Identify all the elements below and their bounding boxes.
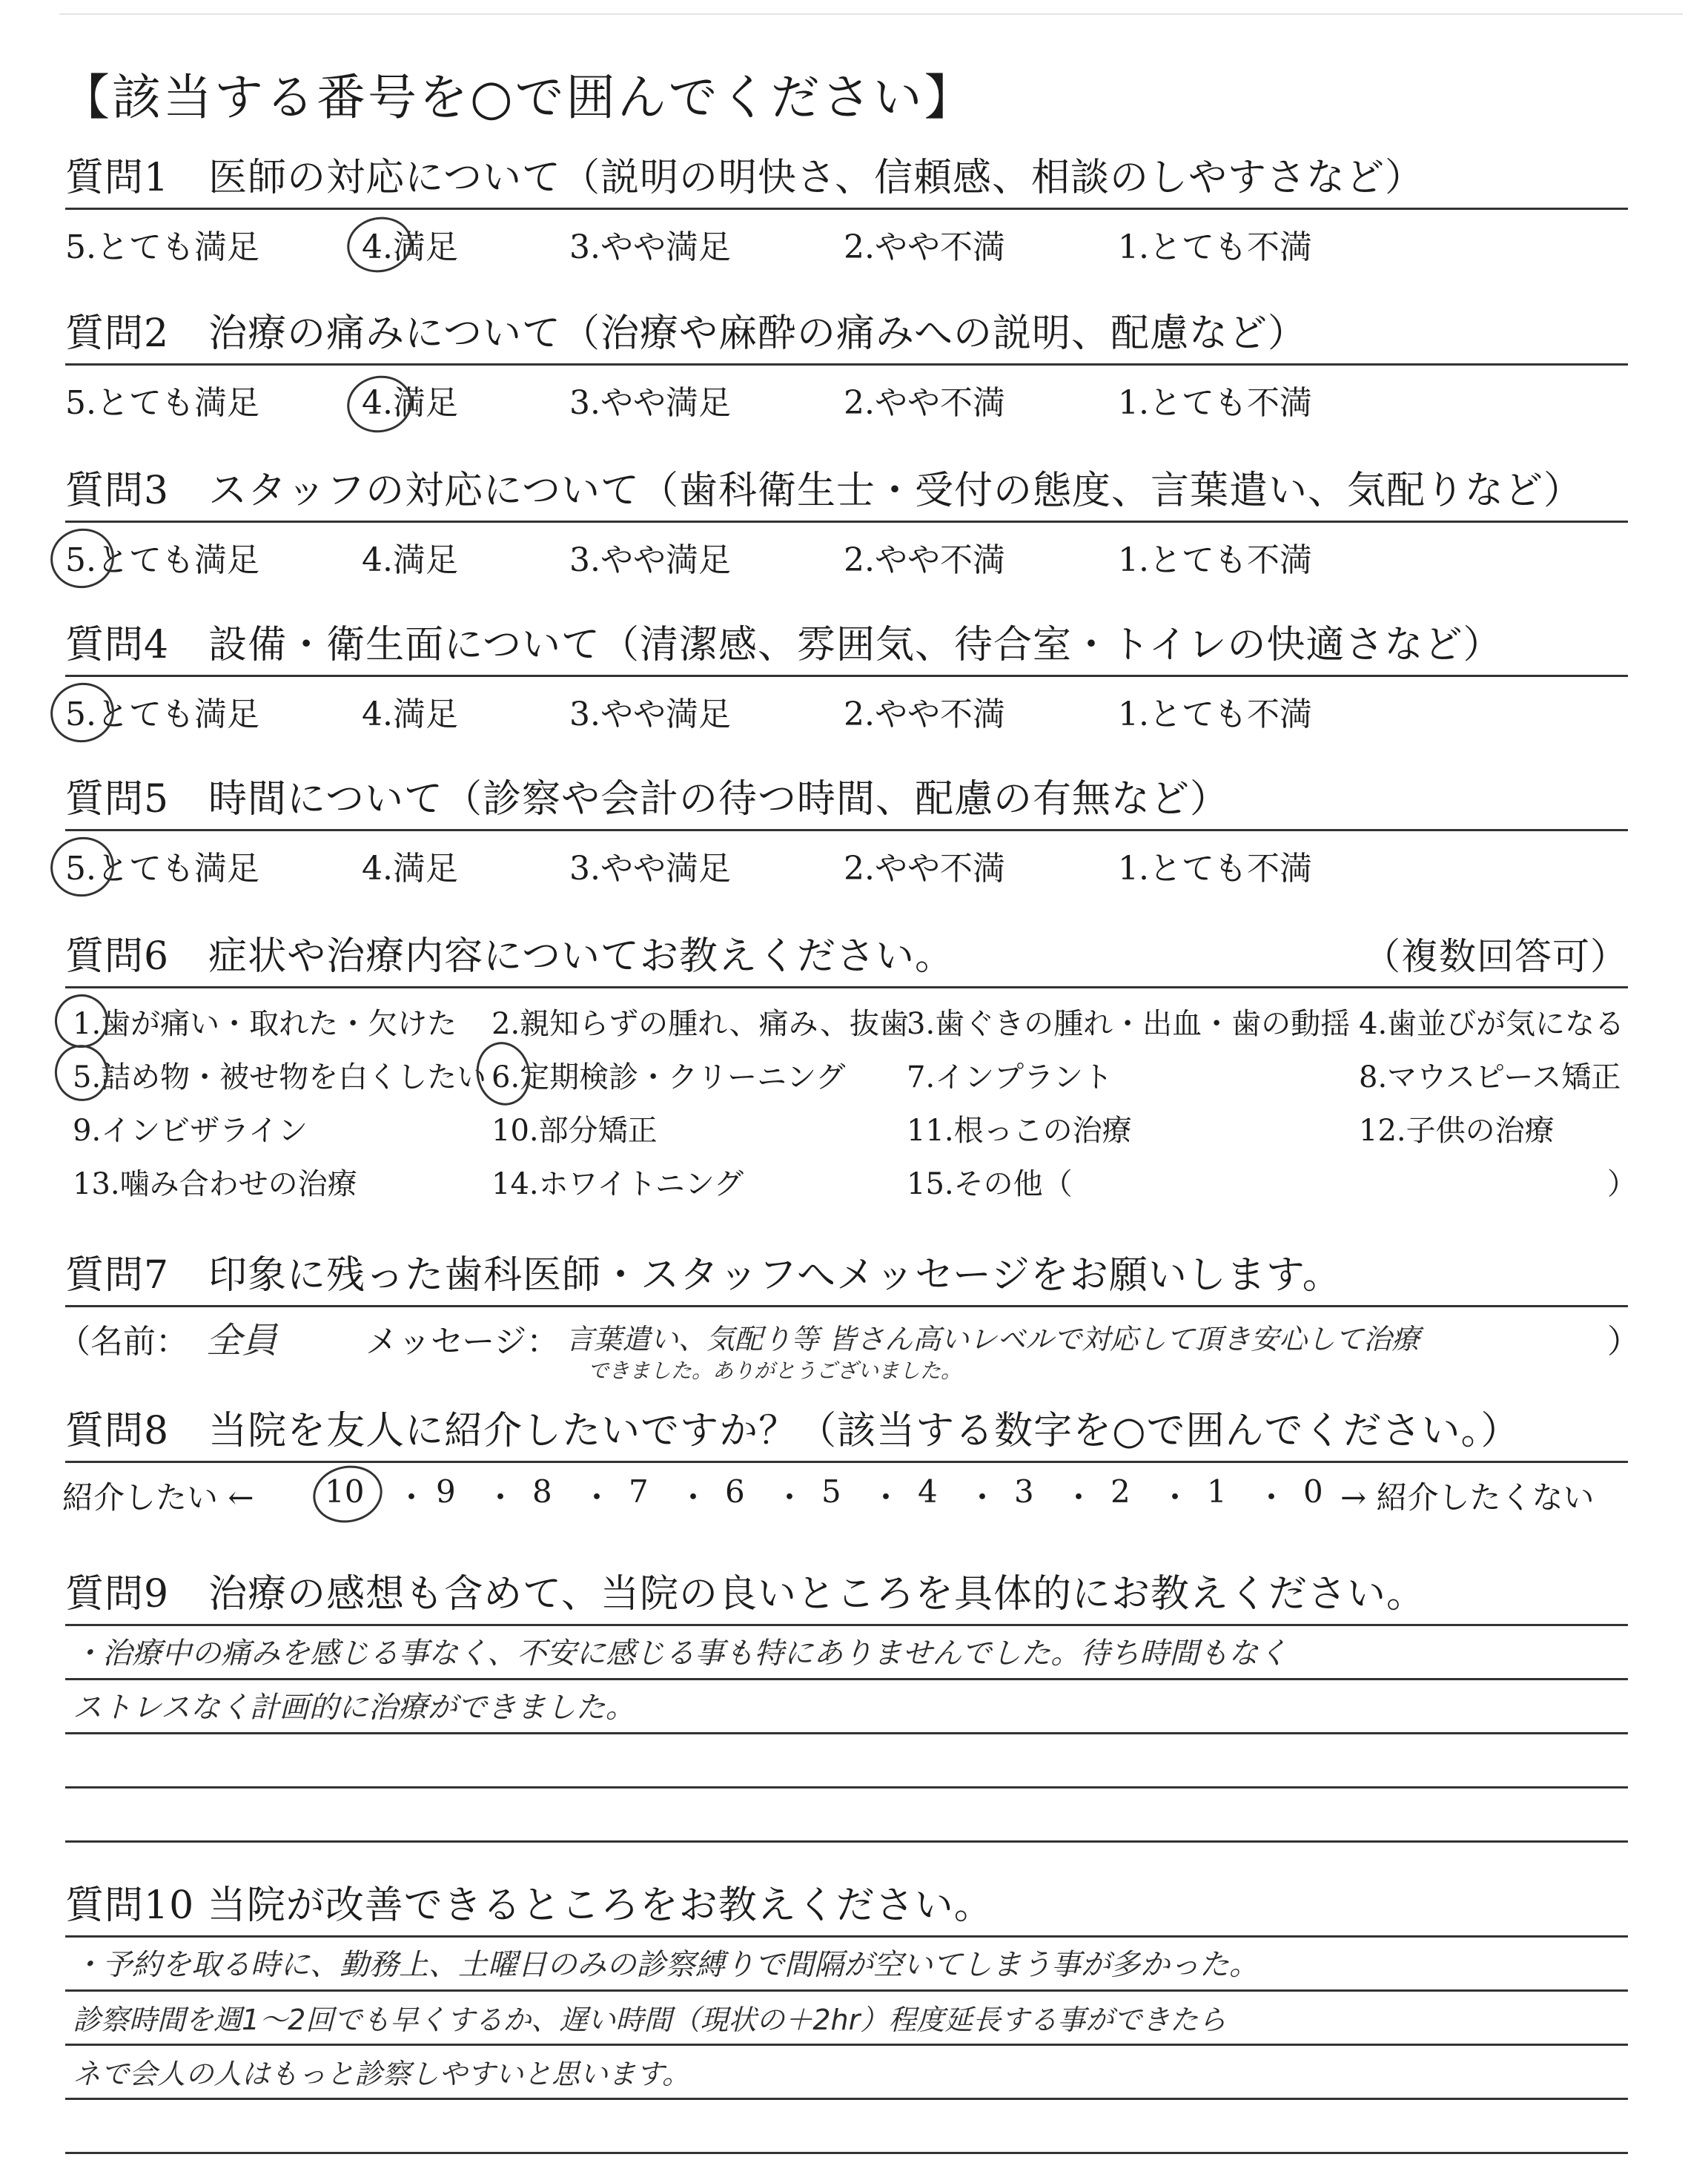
page-heading: 【該当する番号を○で囲んでください】 xyxy=(61,69,976,126)
q3-option-1[interactable]: 1.とても不満 xyxy=(1118,541,1312,579)
answer-line[interactable] xyxy=(65,2046,1628,2100)
scale-1[interactable]: 1 xyxy=(1207,1473,1227,1510)
scale-sep: ・ xyxy=(1063,1479,1095,1516)
question-10 xyxy=(65,1876,1628,2154)
question-7-title: 質問7 印象に残った歯科医師・スタッフへメッセージをお願いします。 xyxy=(65,1253,1342,1298)
symptom-4[interactable]: 4.歯並びが気になる xyxy=(1359,1007,1625,1041)
symptom-15[interactable]: 15.その他（ xyxy=(907,1167,1073,1201)
selection-circle xyxy=(308,1459,388,1529)
symptom-row-4 xyxy=(65,1155,1637,1208)
q2-option-4[interactable]: 4.満足 xyxy=(362,384,458,422)
q4-option-1[interactable]: 1.とても不満 xyxy=(1118,696,1312,733)
scale-8[interactable]: 8 xyxy=(532,1473,552,1510)
scale-sep: ・ xyxy=(396,1479,428,1516)
message-row xyxy=(58,1307,1640,1396)
answer-line[interactable] xyxy=(65,1992,1628,2046)
symptom-15-close: ） xyxy=(1607,1167,1637,1201)
divider xyxy=(65,986,1628,988)
answer-text: 診察時間を週1〜2回でも早くするか、遅い時間（現状の＋2hr）程度延長する事ができたら xyxy=(73,2004,1227,2036)
selection-circle xyxy=(50,989,113,1052)
q4-option-2[interactable]: 2.やや不満 xyxy=(844,696,1005,733)
q1-option-5[interactable]: 5.とても満足 xyxy=(65,228,259,266)
question-10-title: 質問10 当院が改善できるところをお教えください。 xyxy=(65,1883,993,1928)
question-2 xyxy=(65,304,1628,428)
selection-circle xyxy=(471,1037,536,1110)
question-5-title: 質問5 時間について（診察や会計の待つ時間、配慮の有無など） xyxy=(65,777,1230,822)
question-7 xyxy=(58,1246,1640,1396)
q4-option-5[interactable]: 5.とても満足 xyxy=(65,696,259,733)
q2-option-2[interactable]: 2.やや不満 xyxy=(844,384,1005,422)
q1-option-1[interactable]: 1.とても不満 xyxy=(1118,228,1312,266)
q4-option-4[interactable]: 4.満足 xyxy=(362,696,458,733)
symptom-8[interactable]: 8.マウスピース矯正 xyxy=(1359,1060,1621,1094)
question-4-options xyxy=(65,677,1628,739)
name-label: （名前： xyxy=(58,1323,188,1361)
recommend-left-label: 紹介したい ← xyxy=(62,1479,254,1516)
answer-line[interactable] xyxy=(65,2100,1628,2154)
scale-10[interactable]: 10 xyxy=(325,1473,365,1510)
q1-option-3[interactable]: 3.やや満足 xyxy=(569,228,731,266)
symptom-1[interactable]: 1.歯が痛い・取れた・欠けた xyxy=(73,1007,457,1041)
question-1-options xyxy=(65,210,1628,272)
question-2-options xyxy=(65,366,1628,428)
answer-text: ・治療中の痛みを感じる事なく、不安に感じる事も特にありませんでした。待ち時間もなく xyxy=(73,1636,1288,1671)
answer-line[interactable] xyxy=(65,1626,1628,1680)
symptom-11[interactable]: 11.根っこの治療 xyxy=(907,1114,1132,1148)
scale-sep: ・ xyxy=(1256,1479,1288,1516)
symptom-10[interactable]: 10.部分矯正 xyxy=(491,1114,658,1148)
q5-option-1[interactable]: 1.とても不満 xyxy=(1118,850,1312,888)
symptom-9[interactable]: 9.インビザライン xyxy=(73,1114,308,1148)
question-9-title: 質問9 治療の感想も含めて、当院の良いところを具体的にお教えください。 xyxy=(65,1572,1426,1616)
q4-option-3[interactable]: 3.やや満足 xyxy=(569,696,731,733)
message-close: ） xyxy=(1607,1323,1640,1361)
scale-sep: ・ xyxy=(581,1479,613,1516)
answer-line[interactable] xyxy=(65,1938,1628,1992)
answer-text: ストレスなく計画的に治療ができました。 xyxy=(73,1691,635,1725)
scale-6[interactable]: 6 xyxy=(725,1473,745,1510)
symptom-13[interactable]: 13.噛み合わせの治療 xyxy=(73,1167,357,1201)
q3-option-4[interactable]: 4.満足 xyxy=(362,541,458,579)
q3-option-3[interactable]: 3.やや満足 xyxy=(569,541,731,579)
symptom-14[interactable]: 14.ホワイトニング xyxy=(491,1167,744,1201)
recommend-scale xyxy=(62,1463,1628,1525)
question-5-options xyxy=(65,831,1628,894)
question-9 xyxy=(65,1565,1628,1843)
q2-option-3[interactable]: 3.やや満足 xyxy=(569,384,731,422)
scale-2[interactable]: 2 xyxy=(1110,1473,1131,1510)
scale-sep: ・ xyxy=(485,1479,517,1516)
symptom-row-3 xyxy=(65,1101,1628,1155)
question-3 xyxy=(65,461,1628,585)
message-label: メッセージ： xyxy=(365,1323,560,1361)
scale-sep: ・ xyxy=(967,1479,999,1516)
symptom-7[interactable]: 7.インプラント xyxy=(907,1060,1113,1094)
selection-circle xyxy=(50,1040,113,1106)
symptom-5[interactable]: 5.詰め物・被せ物を白くしたい xyxy=(73,1060,487,1094)
scale-sep: ・ xyxy=(678,1479,709,1516)
question-8 xyxy=(62,1401,1628,1525)
symptom-6[interactable]: 6.定期検診・クリーニング xyxy=(491,1060,846,1094)
scale-4[interactable]: 4 xyxy=(918,1473,938,1510)
question-5 xyxy=(65,770,1628,894)
question-4-title: 質問4 設備・衛生面について（清潔感、雰囲気、待合室・トイレの快適さなど） xyxy=(65,623,1503,667)
q5-option-4[interactable]: 4.満足 xyxy=(362,850,458,888)
question-6 xyxy=(65,927,1637,1208)
question-6-title xyxy=(65,927,1628,986)
scale-sep: ・ xyxy=(1159,1479,1191,1516)
top-rule xyxy=(59,13,1683,15)
question-2-title: 質問2 治療の痛みについて（治療や麻酔の痛みへの説明、配慮など） xyxy=(65,311,1308,356)
question-6-title-text: 質問6 症状や治療内容についてお教えください。 xyxy=(65,934,955,979)
question-3-options xyxy=(65,523,1628,585)
symptom-2[interactable]: 2.親知らずの腫れ、痛み、抜歯 xyxy=(491,1007,909,1041)
symptom-12[interactable]: 12.子供の治療 xyxy=(1359,1114,1555,1148)
q1-option-2[interactable]: 2.やや不満 xyxy=(844,228,1005,266)
answer-text: ネで会人の人はもっと診察しやすいと思います。 xyxy=(73,2058,690,2090)
scale-0[interactable]: 0 xyxy=(1303,1473,1323,1510)
name-value[interactable]: 全員 xyxy=(206,1320,278,1361)
answer-line[interactable] xyxy=(65,1789,1628,1843)
answer-line[interactable] xyxy=(65,1680,1628,1734)
scale-5[interactable]: 5 xyxy=(821,1473,841,1510)
question-3-title: 質問3 スタッフの対応について（歯科衛生士・受付の態度、言葉遣い、気配りなど） xyxy=(65,469,1583,513)
symptom-row-2 xyxy=(65,1048,1628,1101)
scale-3[interactable]: 3 xyxy=(1014,1473,1034,1510)
q3-option-2[interactable]: 2.やや不満 xyxy=(844,541,1005,579)
scale-sep: ・ xyxy=(774,1479,806,1516)
answer-line[interactable] xyxy=(65,1734,1628,1789)
question-1 xyxy=(65,148,1628,272)
scale-9[interactable]: 9 xyxy=(436,1473,456,1510)
question-8-title: 質問8 当院を友人に紹介したいですか？（該当する数字を○で囲んでください。） xyxy=(65,1409,1520,1453)
symptom-3[interactable]: 3.歯ぐきの腫れ・出血・歯の動揺 xyxy=(907,1007,1351,1041)
q2-option-5[interactable]: 5.とても満足 xyxy=(65,384,259,422)
q3-option-5[interactable]: 5.とても満足 xyxy=(65,541,259,579)
q5-option-2[interactable]: 2.やや不満 xyxy=(844,850,1005,888)
scale-7[interactable]: 7 xyxy=(629,1473,649,1510)
question-1-title: 質問1 医師の対応について（説明の明快さ、信頼感、相談のしやすさなど） xyxy=(65,156,1424,200)
scale-sep: ・ xyxy=(870,1479,902,1516)
q2-option-1[interactable]: 1.とても不満 xyxy=(1118,384,1312,422)
message-line-2[interactable]: できました。ありがとうございました。 xyxy=(588,1358,962,1383)
message-line-1[interactable]: 言葉遣い、気配り等 皆さん高いレベルで対応して頂き安心して治療 xyxy=(566,1323,1420,1355)
symptom-row-1 xyxy=(65,994,1628,1048)
q1-option-4[interactable]: 4.満足 xyxy=(362,228,458,266)
q5-option-5[interactable]: 5.とても満足 xyxy=(65,850,259,888)
multiple-answer-note: （複数回答可） xyxy=(1363,935,1628,978)
recommend-right-label: → 紹介したくない xyxy=(1340,1479,1595,1516)
q5-option-3[interactable]: 3.やや満足 xyxy=(569,850,731,888)
question-4 xyxy=(65,615,1628,739)
answer-text: ・予約を取る時に、勤務上、土曜日のみの診察縛りで間隔が空いてしまう事が多かった。 xyxy=(73,1948,1259,1982)
